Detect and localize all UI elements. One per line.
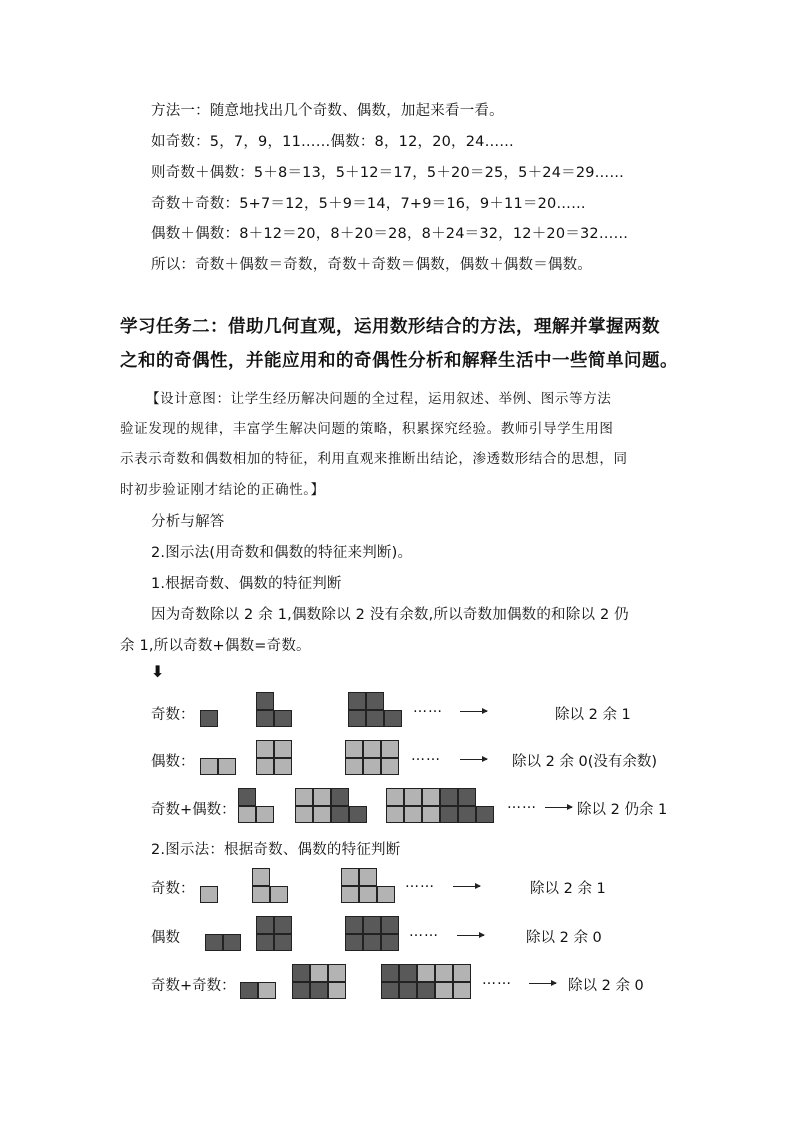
method1-line3: 则奇数＋偶数：5＋8＝13，5＋12＝17，5＋20＝25，5＋24＝29…… <box>151 165 625 181</box>
analysis-paragraph-line1: 因为奇数除以 2 余 1,偶数除以 2 没有余数,所以奇数加偶数的和除以 2 仍 <box>151 607 629 623</box>
design-intent-line4: 时初步验证刚才结论的正确性。】 <box>120 482 325 498</box>
block-dark <box>381 982 399 999</box>
block-dark <box>292 982 310 999</box>
right-arrow-icon <box>460 711 487 712</box>
task2-heading-line2: 之和的奇偶性，并能应用和的奇偶性分析和解释生活中一些简单问题。 <box>120 351 678 371</box>
block-dark <box>366 710 384 727</box>
block-light <box>328 964 346 982</box>
right-arrow-icon <box>529 983 556 984</box>
block-light <box>404 788 422 806</box>
block-light <box>328 982 346 999</box>
diagram1-even-label: 偶数： <box>151 754 195 770</box>
design-intent-line3: 示表示奇数和偶数相加的特征，利用直观来推断出结论，渗透数形结合的思想，同 <box>120 451 628 467</box>
block-dark <box>363 934 381 951</box>
block-dark <box>274 710 292 727</box>
block-light <box>345 758 363 775</box>
method1-line5: 偶数＋偶数：8＋12＝20，8＋20＝28，8＋24＝32，12＋20＝32…… <box>151 226 629 242</box>
method1-line4: 奇数＋奇数：5+7＝12，5＋9＝14，7+9＝16，9＋11＝20…… <box>151 196 586 212</box>
block-dark <box>240 982 258 999</box>
block-dark <box>349 806 367 823</box>
block-light <box>341 886 359 903</box>
section2-title: 2.图示法：根据奇数、偶数的特征判断 <box>151 842 401 858</box>
block-light <box>313 806 331 823</box>
block-dark <box>205 934 223 951</box>
block-dark <box>256 916 274 934</box>
ellipsis: …… <box>507 796 537 812</box>
diagram2-odd-label: 奇数： <box>151 881 195 897</box>
block-dark <box>399 982 417 999</box>
right-arrow-icon <box>460 759 487 760</box>
block-light <box>435 982 453 999</box>
block-dark <box>458 806 476 823</box>
block-light <box>256 806 274 823</box>
block-dark <box>331 806 349 823</box>
diagram2-odd-result: 除以 2 余 1 <box>530 881 606 897</box>
block-light <box>295 788 313 806</box>
block-dark <box>381 916 399 934</box>
block-light <box>417 964 435 982</box>
block-light <box>386 806 404 823</box>
block-light <box>381 758 399 775</box>
block-light <box>218 758 236 775</box>
block-light <box>270 886 288 903</box>
block-light <box>453 964 471 982</box>
block-light <box>252 886 270 903</box>
method1-line2: 如奇数：5，7，9，11……偶数：8，12，20，24…… <box>151 134 515 150</box>
ellipsis: …… <box>482 972 512 988</box>
block-dark <box>200 710 218 727</box>
diagram1-odd-label: 奇数： <box>151 707 195 723</box>
block-dark <box>399 964 417 982</box>
diagram2-even-label: 偶数 <box>151 930 180 946</box>
block-dark <box>440 806 458 823</box>
ellipsis: …… <box>411 748 441 764</box>
block-dark <box>256 710 274 727</box>
block-light <box>377 886 395 903</box>
ellipsis: …… <box>413 700 443 716</box>
block-light <box>256 758 274 775</box>
block-dark <box>238 788 256 806</box>
method1-conclusion: 所以：奇数＋偶数＝奇数，奇数＋奇数＝偶数，偶数＋偶数＝偶数。 <box>151 257 592 273</box>
block-light <box>258 982 276 999</box>
block-light <box>359 886 377 903</box>
block-light <box>310 964 328 982</box>
block-light <box>200 886 218 903</box>
block-dark <box>381 934 399 951</box>
diagram2-even-result: 除以 2 余 0 <box>526 930 602 946</box>
block-light <box>422 788 440 806</box>
diagram1-even-result: 除以 2 余 0(没有余数) <box>512 754 658 770</box>
block-dark <box>274 916 292 934</box>
block-light <box>386 788 404 806</box>
block-dark <box>256 934 274 951</box>
block-light <box>345 740 363 758</box>
block-light <box>435 964 453 982</box>
block-light <box>274 758 292 775</box>
block-light <box>200 758 218 775</box>
block-dark <box>440 788 458 806</box>
block-dark <box>458 788 476 806</box>
right-arrow-icon <box>457 935 484 936</box>
block-light <box>313 788 331 806</box>
analysis-item-graphic: 2.图示法(用奇数和偶数的特征来判断)。 <box>151 545 413 561</box>
block-light <box>256 740 274 758</box>
block-light <box>252 868 270 886</box>
block-dark <box>256 692 274 710</box>
diagram1-sum-label: 奇数+偶数： <box>151 802 236 818</box>
block-light <box>363 758 381 775</box>
analysis-paragraph-line2: 余 1,所以奇数+偶数=奇数。 <box>120 638 311 654</box>
right-arrow-icon <box>545 807 572 808</box>
block-dark <box>384 710 402 727</box>
diagram1-odd-result: 除以 2 余 1 <box>555 707 631 723</box>
block-light <box>381 740 399 758</box>
block-dark <box>223 934 241 951</box>
design-intent-line1: 【设计意图：让学生经历解决问题的全过程，运用叙述、举例、图示等方法 <box>146 391 612 407</box>
block-dark <box>345 916 363 934</box>
block-dark <box>345 934 363 951</box>
task2-heading-line1: 学习任务二：借助几何直观，运用数形结合的方法，理解并掌握两数 <box>120 317 660 337</box>
block-light <box>363 740 381 758</box>
diagram2-sum-result: 除以 2 余 0 <box>568 978 644 994</box>
analysis-title: 分析与解答 <box>151 514 225 530</box>
diagram1-sum-result: 除以 2 仍余 1 <box>577 802 668 818</box>
right-arrow-icon <box>453 886 480 887</box>
block-dark <box>274 934 292 951</box>
block-dark <box>348 692 366 710</box>
block-dark <box>292 964 310 982</box>
block-dark <box>310 982 328 999</box>
block-dark <box>381 964 399 982</box>
block-light <box>238 806 256 823</box>
block-dark <box>417 982 435 999</box>
block-light <box>422 806 440 823</box>
block-dark <box>366 692 384 710</box>
block-light <box>359 868 377 886</box>
block-dark <box>476 806 494 823</box>
block-light <box>274 740 292 758</box>
design-intent-line2: 验证发现的规律，丰富学生解决问题的策略，积累探究经验。教师引导学生用图 <box>120 421 614 437</box>
method1-line1: 方法一：随意地找出几个奇数、偶数，加起来看一看。 <box>151 103 504 119</box>
block-light <box>341 868 359 886</box>
ellipsis: …… <box>405 875 435 891</box>
block-light <box>295 806 313 823</box>
down-arrow-icon: ⬇ <box>151 662 165 681</box>
block-dark <box>331 788 349 806</box>
block-dark <box>348 710 366 727</box>
block-dark <box>363 916 381 934</box>
ellipsis: …… <box>409 924 439 940</box>
block-light <box>453 982 471 999</box>
block-light <box>404 806 422 823</box>
diagram2-sum-label: 奇数+奇数： <box>151 978 236 994</box>
analysis-item-feature: 1.根据奇数、偶数的特征判断 <box>151 576 342 592</box>
